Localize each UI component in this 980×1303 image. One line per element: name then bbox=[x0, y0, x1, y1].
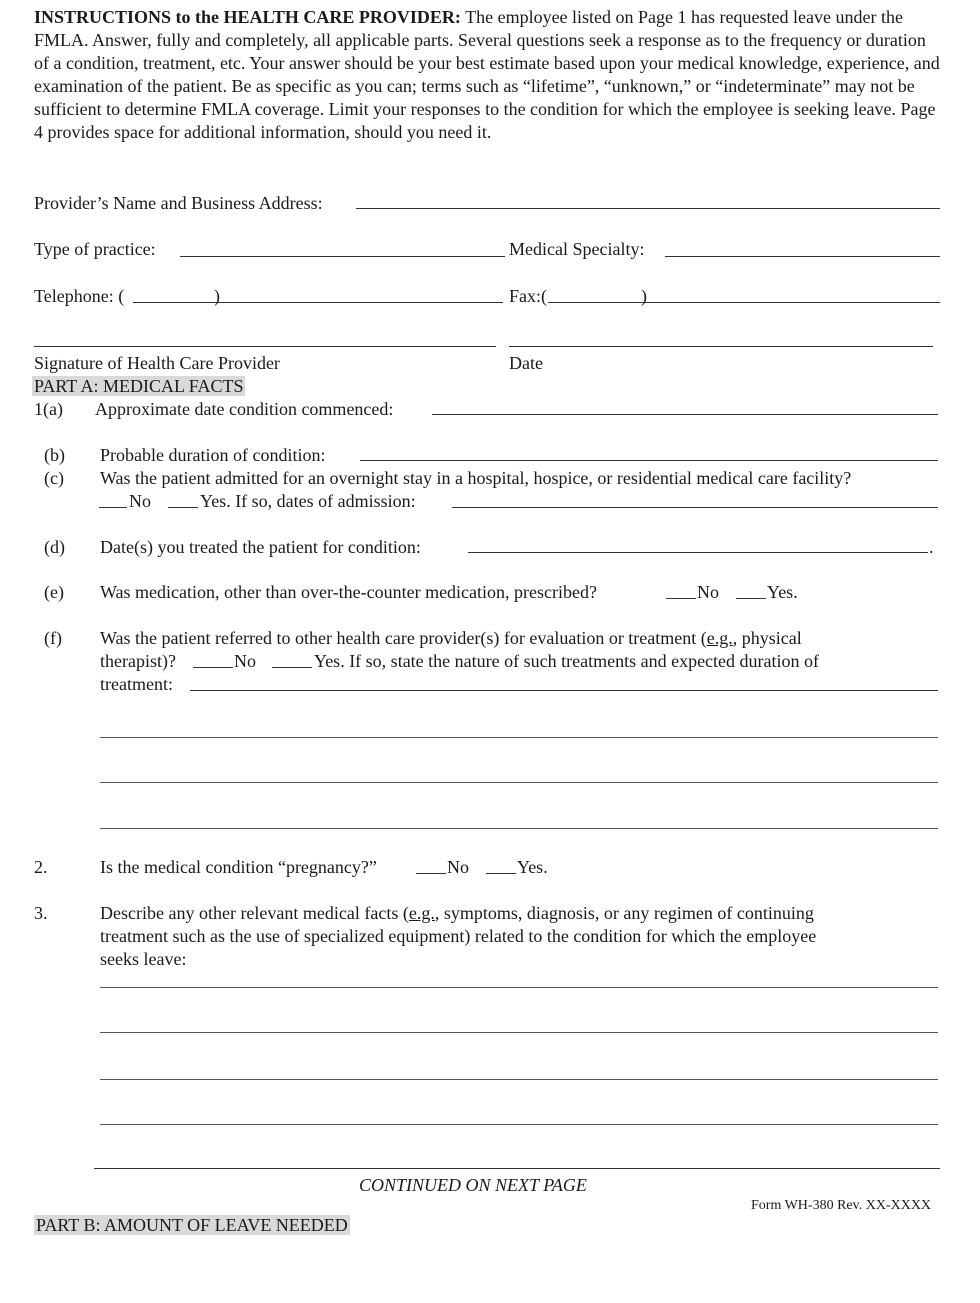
q1a-field[interactable] bbox=[432, 414, 938, 415]
q1a-number: 1(a) bbox=[34, 399, 63, 419]
q3-eg: e.g. bbox=[408, 903, 435, 923]
q1a-label: Approximate date condition commenced: bbox=[95, 399, 394, 419]
q1f-line-1 bbox=[100, 627, 802, 650]
q1f-treatment-field-3[interactable] bbox=[100, 782, 938, 783]
q3-answer-field-3[interactable] bbox=[100, 1079, 938, 1080]
q2-yes-label: Yes. bbox=[517, 857, 548, 877]
q1d-period: . bbox=[929, 537, 934, 557]
q1b-field[interactable] bbox=[360, 460, 938, 461]
q1f-eg: e.g. bbox=[706, 628, 733, 648]
q1d-label: Date(s) you treated the patient for condition: bbox=[100, 537, 421, 557]
form-identifier: Form WH-380 Rev. XX-XXXX bbox=[751, 1198, 932, 1213]
provider-name-field[interactable] bbox=[356, 208, 940, 209]
q1d-number: (d) bbox=[44, 537, 65, 557]
q3-text-a: Describe any other relevant medical facts ( bbox=[100, 903, 409, 923]
q1e-label: Was medication, other than over-the-counter medication, prescribed? bbox=[100, 582, 597, 602]
q3-line-2: treatment such as the use of specialized equipment) related to the condition for which the employee bbox=[100, 926, 817, 946]
q1f-no-blank[interactable] bbox=[193, 667, 233, 668]
q1c-label: Was the patient admitted for an overnight stay in a hospital, hospice, or residential medical care facility? bbox=[100, 468, 852, 488]
q1e-yes-blank[interactable] bbox=[736, 598, 766, 599]
q1e-no-blank[interactable] bbox=[666, 598, 696, 599]
q1d-field[interactable] bbox=[468, 552, 928, 553]
continued-note: CONTINUED ON NEXT PAGE bbox=[359, 1175, 587, 1195]
q2-yes-blank[interactable] bbox=[486, 873, 516, 874]
q1f-treatment-label: treatment: bbox=[100, 674, 173, 694]
instructions-body: The employee listed on Page 1 has requested leave under the FMLA. Answer, fully and completely, all applicable parts. Several questions seek a response as to the frequency or duration of a condition, treatment, etc. Your answer should be your best estimate based upon your medical knowledge, experience, and examination of the patient. Be as specific as you can; terms such as “lifetime”, “unknown,” or “indeterminate” may not be sufficient to determine FMLA coverage. Limit your responses to the condition for which the employee is seeking leave. Page 4 provides space for additional information, should you need it. bbox=[34, 7, 940, 142]
telephone-paren-close: ) bbox=[214, 286, 220, 306]
q1f-text-b: , physical bbox=[732, 628, 802, 648]
q1f-treatment-field-1[interactable] bbox=[190, 690, 938, 691]
type-of-practice-field[interactable] bbox=[180, 256, 505, 257]
q1f-yes-label: Yes. If so, state the nature of such treatments and expected duration of bbox=[314, 651, 820, 671]
q3-answer-field-5[interactable] bbox=[94, 1168, 940, 1169]
q1f-yes-blank[interactable] bbox=[272, 667, 312, 668]
q2-no-label: No bbox=[447, 857, 469, 877]
q1e-number: (e) bbox=[44, 582, 64, 602]
q1c-dates-field[interactable] bbox=[452, 507, 938, 508]
q1c-yes-label: Yes. If so, dates of admission: bbox=[200, 491, 416, 511]
date-field[interactable] bbox=[509, 346, 933, 347]
q1f-treatment-field-2[interactable] bbox=[100, 737, 938, 738]
part-b-title: PART B: AMOUNT OF LEAVE NEEDED bbox=[36, 1215, 348, 1235]
part-a-heading bbox=[32, 375, 245, 398]
q1e-yes-label: Yes. bbox=[767, 582, 798, 602]
part-b-heading bbox=[34, 1214, 350, 1237]
signature-label: Signature of Health Care Provider bbox=[34, 353, 280, 373]
medical-specialty-label: Medical Specialty: bbox=[509, 239, 645, 259]
q3-answer-field-1[interactable] bbox=[100, 987, 938, 988]
q1c-no-label: No bbox=[129, 491, 151, 511]
q1c-number: (c) bbox=[44, 468, 64, 488]
q1f-no-label: No bbox=[234, 651, 256, 671]
instructions-paragraph bbox=[34, 6, 944, 144]
q1b-number: (b) bbox=[44, 445, 65, 465]
q1b-label: Probable duration of condition: bbox=[100, 445, 326, 465]
fax-paren-close: ) bbox=[641, 286, 647, 306]
type-of-practice-label: Type of practice: bbox=[34, 239, 156, 259]
fax-label: Fax:( bbox=[509, 286, 547, 306]
signature-field[interactable] bbox=[34, 346, 496, 347]
q3-line-1 bbox=[100, 902, 814, 925]
instructions-heading: INSTRUCTIONS to the HEALTH CARE PROVIDER: bbox=[34, 7, 461, 27]
q1f-treatment-field-4[interactable] bbox=[100, 828, 938, 829]
q3-answer-field-4[interactable] bbox=[100, 1124, 938, 1125]
q1c-no-blank[interactable] bbox=[99, 507, 127, 508]
q3-line-3: seeks leave: bbox=[100, 949, 187, 969]
telephone-label: Telephone: ( bbox=[34, 286, 125, 306]
part-a-title: PART A: MEDICAL FACTS bbox=[34, 376, 244, 396]
q1f-number: (f) bbox=[44, 628, 62, 648]
q2-no-blank[interactable] bbox=[416, 873, 446, 874]
fax-field[interactable] bbox=[548, 302, 940, 303]
telephone-field[interactable] bbox=[133, 302, 503, 303]
q3-number: 3. bbox=[34, 903, 48, 923]
q3-text-b: , symptoms, diagnosis, or any regimen of continuing bbox=[434, 903, 814, 923]
medical-specialty-field[interactable] bbox=[665, 256, 940, 257]
date-label: Date bbox=[509, 353, 543, 373]
q1f-therapist-label: therapist)? bbox=[100, 651, 176, 671]
q1f-text-a: Was the patient referred to other health care provider(s) for evaluation or treatment ( bbox=[100, 628, 707, 648]
q2-number: 2. bbox=[34, 857, 48, 877]
q1c-yes-blank[interactable] bbox=[168, 507, 198, 508]
q1e-no-label: No bbox=[697, 582, 719, 602]
q3-answer-field-2[interactable] bbox=[100, 1032, 938, 1033]
provider-name-label: Provider’s Name and Business Address: bbox=[34, 193, 323, 213]
q2-label: Is the medical condition “pregnancy?” bbox=[100, 857, 377, 877]
